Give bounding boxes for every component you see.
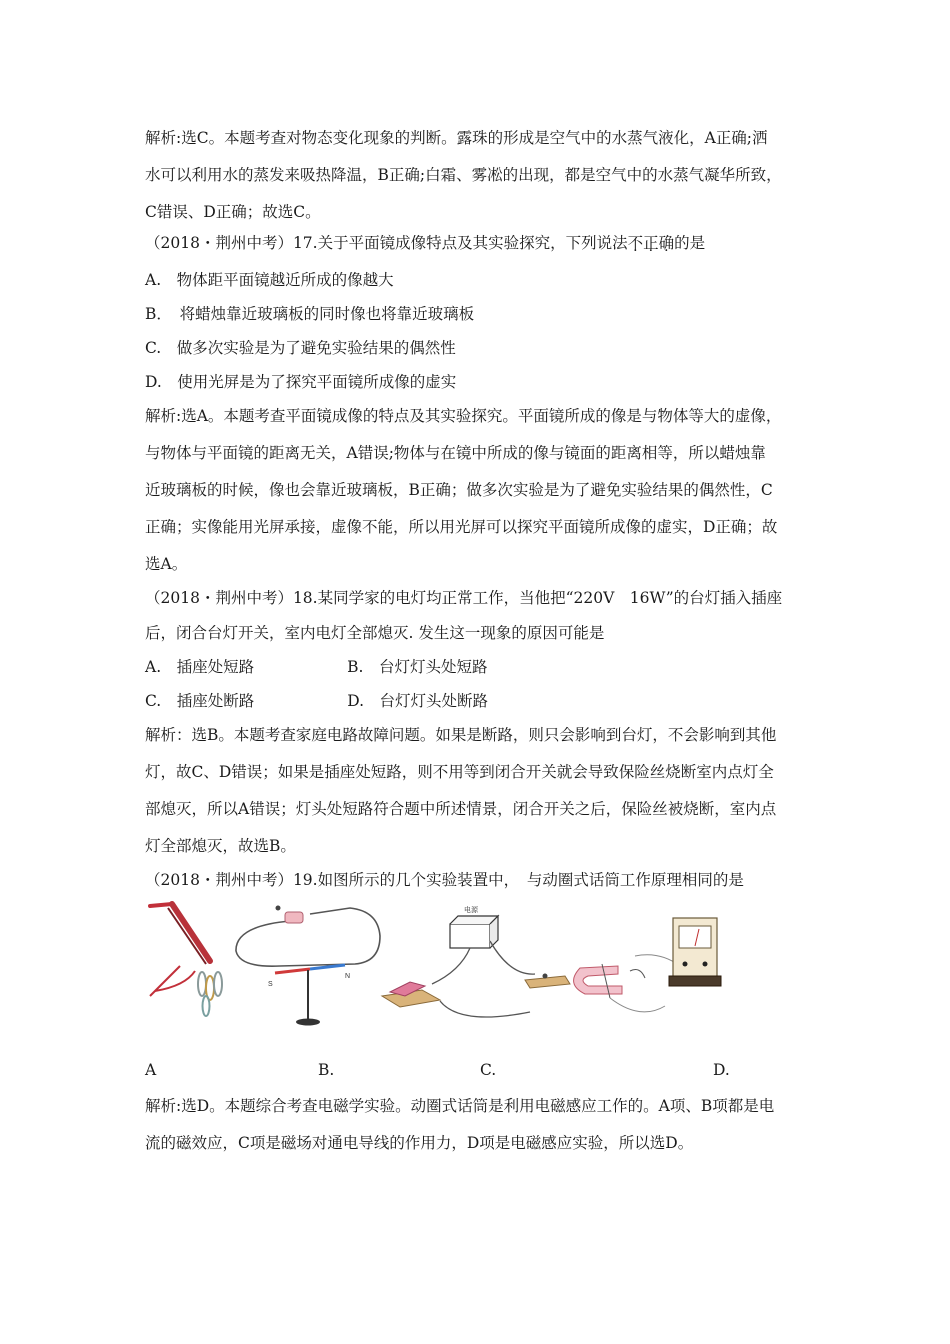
q16-analysis-line-1: 解析:选C。本题考查对物态变化现象的判断。露珠的形成是空气中的水蒸气液化，A正确;洒 (145, 129, 768, 147)
q17-question-suffix: 的是 (674, 234, 706, 252)
q18-analysis-line-4: 灯全部熄灭，故选B。 (145, 837, 296, 855)
q19-analysis-line-1: 解析:选D。本题综合考查电磁学实验。动圈式话筒是利用电磁感应工作的。A项、B项都是电 (145, 1097, 775, 1115)
emphasis-char: 确 (658, 234, 675, 252)
figure-c-motor-principle (382, 905, 570, 1017)
figure-label-c: C. (480, 1061, 497, 1079)
figure-label-b: B. (318, 1061, 335, 1079)
q18-options-ab: A. 插座处短路 B. 台灯灯头处短路 (145, 658, 488, 676)
figure-label-d: D. (713, 1061, 730, 1079)
q18-analysis-line-1: 解析：选B。本题考查家庭电路故障问题。如果是断路，则只会影响到台灯，不会影响到其他 (145, 726, 777, 744)
emphasis-char: 正 (643, 234, 659, 252)
q17-option-b: B． 将蜡烛靠近玻璃板的同时像也将靠近玻璃板 (145, 305, 475, 323)
q17-analysis-line-1: 解析:选A。本题考查平面镜成像的特点及其实验探究。平面镜所成的像是与物体等大的虚像， (145, 407, 782, 425)
q17-question-prefix: （2018・荆州中考）17.关于平面镜成像特点及其实验探究，下列说法 (145, 234, 628, 252)
q17-analysis-line-5: 选A。 (145, 555, 188, 573)
q18-analysis-line-3: 部熄灭，所以A错误；灯头处短路符合题中所述情景，闭合开关之后，保险丝被烧断，室内点 (145, 800, 777, 818)
q17-analysis-line-3: 近玻璃板的时候，像也会靠近玻璃板，B正确；做多次实验是为了避免实验结果的偶然性，C (145, 481, 773, 499)
q17-option-a: A. 物体距平面镜越近所成的像越大 (145, 271, 394, 289)
power-box-label: 电源 (464, 906, 478, 914)
q17-analysis-line-4: 正确；实像能用光屏承接，虚像不能，所以用光屏可以探究平面镜所成像的虚实，D正确；故 (145, 518, 778, 536)
svg-text:S: S (268, 981, 273, 988)
q19-analysis-line-2: 流的磁效应，C项是磁场对通电导线的作用力，D项是电磁感应实验，所以选D。 (145, 1134, 694, 1152)
q17-option-c: C. 做多次实验是为了避免实验结果的偶然性 (145, 339, 456, 357)
q18-question-line-2: 后，闭合台灯开关，室内电灯全部熄灭. 发生这一现象的原因可能是 (145, 624, 605, 642)
q19-question: （2018・荆州中考）19.如图所示的几个实验装置中， 与动圈式话筒工作原理相同的是 (145, 871, 744, 889)
q17-question (145, 233, 825, 253)
emphasis-char: 不 (627, 234, 644, 252)
figure-b-oersted-experiment (236, 906, 380, 1026)
q18-analysis-line-2: 灯，故C、D错误；如果是插座处短路，则不用等到闭合开关就会导致保险丝烧断室内点灯全 (145, 763, 774, 781)
q18-options-cd: C. 插座处断路 D. 台灯灯头处断路 (145, 692, 489, 710)
q17-analysis-line-2: 与物体与平面镜的距离无关，A错误;物体与在镜中所成的像与镜面的距离相等，所以蜡烛靠 (145, 444, 766, 462)
q19-apparatus-figure (140, 896, 840, 1031)
figure-a-electromagnet (150, 904, 222, 1016)
figure-d-induction-experiment (574, 918, 721, 1012)
q16-analysis-line-2: 水可以利用水的蒸发来吸热降温，B正确;白霜、雾凇的出现，都是空气中的水蒸气凝华所致， (145, 166, 782, 184)
q17-option-d: D. 使用光屏是为了探究平面镜所成像的虚实 (145, 373, 457, 391)
q16-analysis-line-3: C错误、D正确；故选C。 (145, 203, 321, 221)
figure-label-a: A (145, 1061, 157, 1079)
q18-question-line-1: （2018・荆州中考）18.某同学家的电灯均正常工作，当他把“220V 16W”的台灯插入插座 (145, 589, 783, 607)
svg-text:N: N (345, 973, 351, 980)
